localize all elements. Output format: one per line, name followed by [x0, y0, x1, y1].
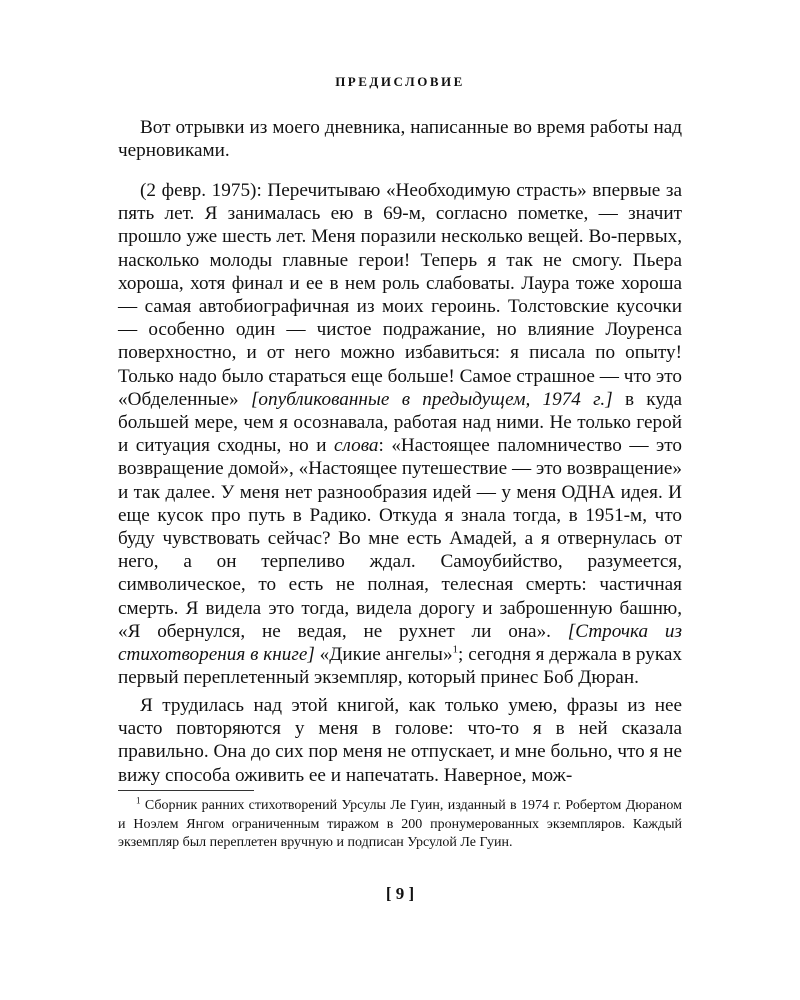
footnote-body: Сборник ранних стихотворений Урсулы Ле Гуин, изданный в 1974 г. Робертом Дюраном и Ноэлем Янгом ограниченным тиражом в 200 пронумерованных экземпляров. Каждый экземпляр был переплетен вручную и подписан Урсулой Ле Гуин. — [118, 798, 682, 850]
footnote-reference[interactable]: 1 — [452, 643, 459, 656]
footnotes-section — [118, 790, 682, 853]
editorial-note-2: [Строчка из стихотворения в книге] — [118, 620, 682, 666]
paragraph-diary-entry — [118, 179, 682, 689]
page-number: [ 9 ] — [385, 884, 415, 903]
editorial-note-1: [опубликованные в предыдущем, 1974 г.] — [250, 388, 613, 410]
book-title-quote: «Дикие ангелы» — [319, 644, 453, 666]
diary-text-part-4: ; сегодня я держала в руках первый переплетенный экземпляр, который принес Боб Дюран. — [118, 644, 682, 689]
paragraph-continuation: Я трудилась над этой книгой, как только умею, фразы из нее часто повторяются у меня в голове: что-то я в ней сказала правильно. Она до сих пор меня не отпускает, и мне больно, что я не вижу способа оживить ее и напечатать. Наверное, мож- — [118, 695, 682, 786]
footnote-divider — [118, 790, 254, 791]
running-head: ПРЕДИСЛОВИЕ — [335, 74, 465, 89]
diary-text-part-1: (2 февр. 1975): Перечитываю «Необходимую страсть» впервые за пять лет. Я занималась ею в 69-м, согласно пометке, — значит прошло уже шесть лет. Меня поразили несколько вещей. Во-первых, насколько молоды главные герои! Теперь я так не смогу. Пьера хороша, хотя финал и ее в нем роль слабоваты. Лаура тоже хороша — самая автобиографичная из моих героинь. Толстовские кусочки — особенно один — чистое подражание, но влияние Лоуренса поверхностно, и от него можно избавиться: я писала по опыту! Только надо было стараться еще больше! Самое страшное — что это «Обделенные» — [118, 180, 682, 410]
diary-text-part-2: в куда большей мере, чем я осознавала, работая над ними. Не только герой и ситуация сходны, но и — [118, 388, 683, 457]
paragraph-intro: Вот отрывки из моего дневника, написанные во время работы над черновиками. — [118, 117, 682, 162]
emphasis-word: слова — [333, 435, 379, 457]
footnote-marker: 1 — [136, 795, 141, 806]
footnote-text — [118, 797, 682, 853]
diary-text-part-3: : «Настоящее паломничество — это возвращение домой», «Настоящее путешествие — это возвращение» и так далее. У меня нет разнообразия идей — у меня ОДНА идея. И еще кусок про путь в Радико. Откуда я знала тогда, в 1951-м, что буду чувствовать сейчас? Во мне есть Амадей, а я отвернулась от него, а он терпеливо ждал. Самоубийство, разумеется, символическое, то есть не полная, телесная смерть: частичная смерть. Я видела это тогда, видела дорогу и заброшенную башню, «Я обернулся, не ведая, не рухнет ли она». — [118, 435, 683, 642]
